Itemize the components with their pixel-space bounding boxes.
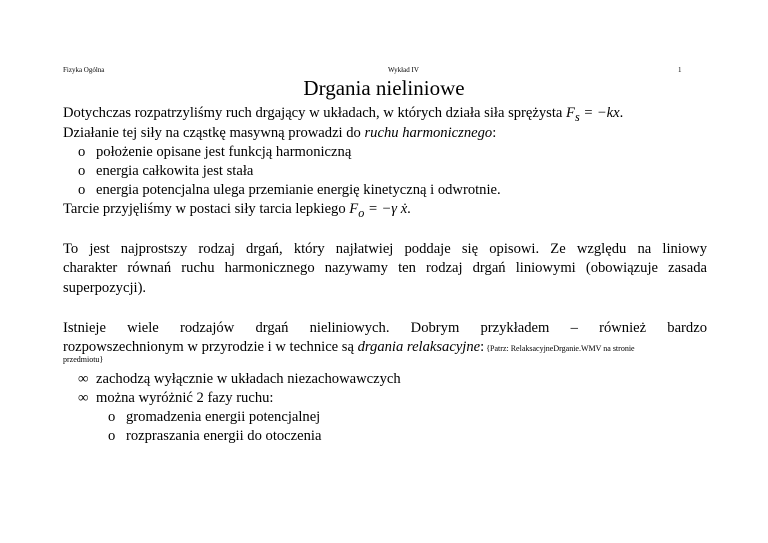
list-item-text: gromadzenia energii potencjalnej	[126, 409, 321, 425]
list-item-text: energia całkowita jest stała	[96, 163, 254, 179]
page-title: Drgania nieliniowe	[303, 76, 465, 100]
friction-line-end: .	[407, 201, 411, 217]
bullet-marker: o	[78, 182, 86, 198]
intro-line-2-text: Działanie tej siły na cząstkę masywną prowadzi do	[63, 125, 365, 141]
list-item-text: można wyróżnić 2 fazy ruchu:	[96, 390, 274, 406]
infinity-bullet-icon: ∞	[78, 371, 89, 387]
formula-subscript: s	[574, 109, 580, 124]
para2-line-3: superpozycji).	[63, 280, 147, 296]
intro-line-2	[63, 124, 496, 142]
friction-line-text: Tarcie przyjęliśmy w postaci siły tarcia lepkiego	[63, 201, 350, 217]
friction-line	[63, 200, 411, 222]
reference-note-continued: przedmiotu}	[63, 355, 104, 364]
formula-subscript: o	[358, 205, 365, 220]
intro-line-1	[63, 104, 623, 126]
list-item-text: położenie opisane jest funkcją harmoniczną	[96, 144, 352, 160]
intro-line-1-end: .	[619, 105, 624, 121]
bullet-marker: o	[78, 144, 86, 160]
formula-rhs: = −γ ẋ	[364, 201, 408, 217]
infinity-bullet-icon: ∞	[78, 390, 89, 406]
header-lecture-number: Wykład IV	[388, 66, 419, 74]
list-item-text: zachodzą wyłącznie w układach niezachowawczych	[96, 371, 401, 387]
bullet-marker: o	[78, 163, 86, 179]
para3-line-2	[63, 338, 635, 358]
para2-line-1: To jest najprostszy rodzaj drgań, który najłatwiej poddaje się opisowi. Ze względu na liniowy	[63, 241, 707, 257]
header-page-number: 1	[678, 66, 682, 74]
para3-line-2-text: rozpowszechnionym w przyrodzie i w technice są	[63, 339, 358, 355]
header-course-name: Fizyka Ogólna	[63, 66, 105, 74]
list-item	[78, 162, 253, 180]
list-item	[78, 389, 273, 407]
para2-line-2: charakter równań ruchu harmonicznego nazywamy ten rodzaj drgań liniowymi (obowiązuje zasada	[63, 260, 707, 276]
bullet-marker: o	[108, 428, 116, 444]
sub-list-item	[108, 408, 320, 426]
harmonic-motion-term: ruchu harmonicznego	[364, 125, 493, 141]
para3-line-1: Istnieje wiele rodzajów drgań nieliniowych. Dobrym przykładem – również bardzo	[63, 320, 707, 336]
list-item-text: rozpraszania energii do otoczenia	[126, 428, 322, 444]
list-item-text: energia potencjalna ulega przemianie energię kinetyczną i odwrotnie.	[96, 182, 501, 198]
formula-symbol: F	[566, 105, 575, 121]
reference-note: {Patrz: RelaksacyjneDrganie.WMV na stronie	[484, 344, 635, 353]
list-item	[78, 143, 351, 161]
list-item	[78, 370, 401, 388]
intro-line-2-end: :	[492, 125, 497, 141]
intro-line-1-text: Dotychczas rozpatrzyliśmy ruch drgający w układach, w których działa siła sprężysta	[63, 105, 567, 121]
friction-force-formula	[349, 201, 408, 220]
list-item	[78, 181, 501, 199]
bullet-marker: o	[108, 409, 116, 425]
formula-rhs: = −kx	[579, 105, 620, 121]
relaxation-oscillations-term: drgania relaksacyjne	[357, 339, 481, 355]
spring-force-formula	[566, 105, 620, 124]
sub-list-item	[108, 427, 321, 445]
formula-symbol: F	[349, 201, 359, 217]
para3-line-2-colon: :	[480, 339, 485, 355]
